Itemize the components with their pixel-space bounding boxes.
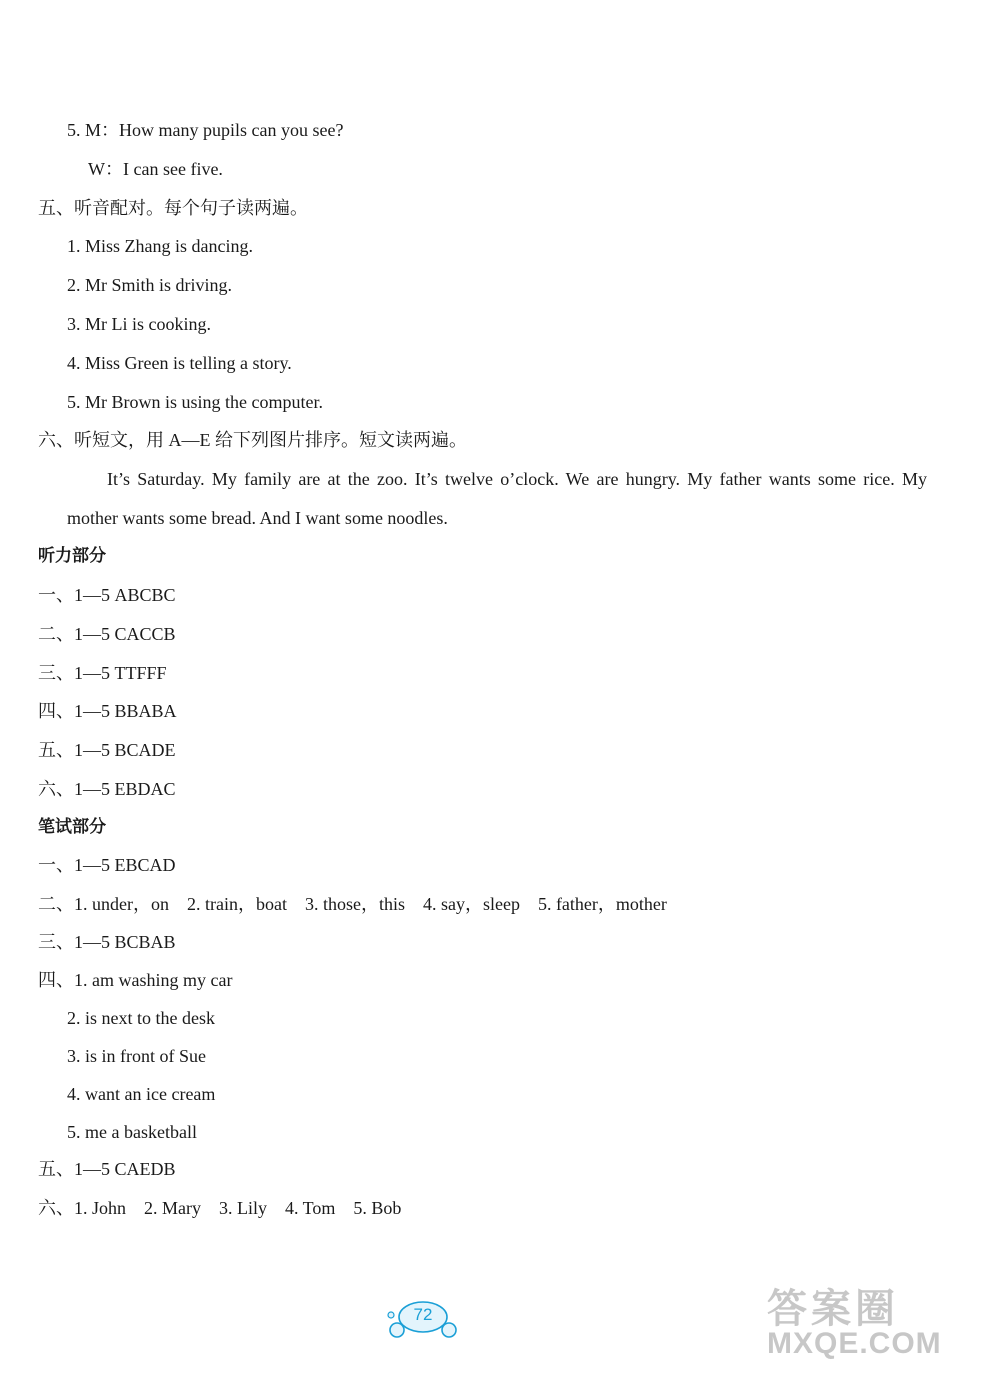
answer-row: 四、1. am washing my car	[38, 970, 233, 990]
dialogue-line-w: W：I can see five.	[88, 159, 223, 179]
answer-row: 一、1—5 EBCAD	[38, 855, 176, 875]
page-number-badge	[383, 1293, 463, 1343]
listening-section-heading: 听力部分	[38, 546, 106, 566]
listening-passage: It’s Saturday. My family are at the zoo. It’s twelve o’clock. We are hungry. My father wants some rice. My mother wants some bread. And I want some noodles.	[67, 469, 927, 528]
answer-row: 4. want an ice cream	[67, 1084, 216, 1104]
sentence-5: 5. Mr Brown is using the computer.	[67, 392, 323, 412]
answer-row: 六、1. John 2. Mary 3. Lily 4. Tom 5. Bob	[38, 1198, 402, 1218]
answer-row: 五、1—5 CAEDB	[38, 1159, 176, 1179]
written-section-heading: 笔试部分	[38, 817, 106, 837]
sentence-4: 4. Miss Green is telling a story.	[67, 353, 292, 373]
answer-row: 一、1—5 ABCBC	[38, 585, 176, 605]
answer-row: 六、1—5 EBDAC	[38, 779, 176, 799]
answer-row: 5. me a basketball	[67, 1122, 197, 1142]
watermark	[767, 1277, 992, 1367]
answer-row: 三、1—5 TTFFF	[38, 663, 167, 683]
answer-row: 五、1—5 BCADE	[38, 740, 176, 760]
watermark-title: 答案圈	[767, 1286, 899, 1332]
page-number: 72	[413, 1305, 433, 1324]
watermark-url: MXQE.COM	[767, 1327, 942, 1360]
dialogue-line-m: 5. M：How many pupils can you see?	[67, 120, 344, 140]
sentence-1: 1. Miss Zhang is dancing.	[67, 236, 253, 256]
section-six-heading: 六、听短文，用 A—E 给下列图片排序。短文读两遍。	[38, 430, 467, 450]
answer-row: 3. is in front of Sue	[67, 1046, 206, 1066]
answer-row: 二、1—5 CACCB	[38, 624, 176, 644]
answer-row: 二、1. under，on 2. train，boat 3. those，this 4. say，sleep 5. father，mother	[38, 894, 667, 914]
answer-row: 三、1—5 BCBAB	[38, 932, 176, 952]
sentence-3: 3. Mr Li is cooking.	[67, 314, 211, 334]
answer-row: 四、1—5 BBABA	[38, 701, 177, 721]
section-five-heading: 五、听音配对。每个句子读两遍。	[38, 198, 308, 218]
sentence-2: 2. Mr Smith is driving.	[67, 275, 233, 295]
answer-row: 2. is next to the desk	[67, 1008, 215, 1028]
